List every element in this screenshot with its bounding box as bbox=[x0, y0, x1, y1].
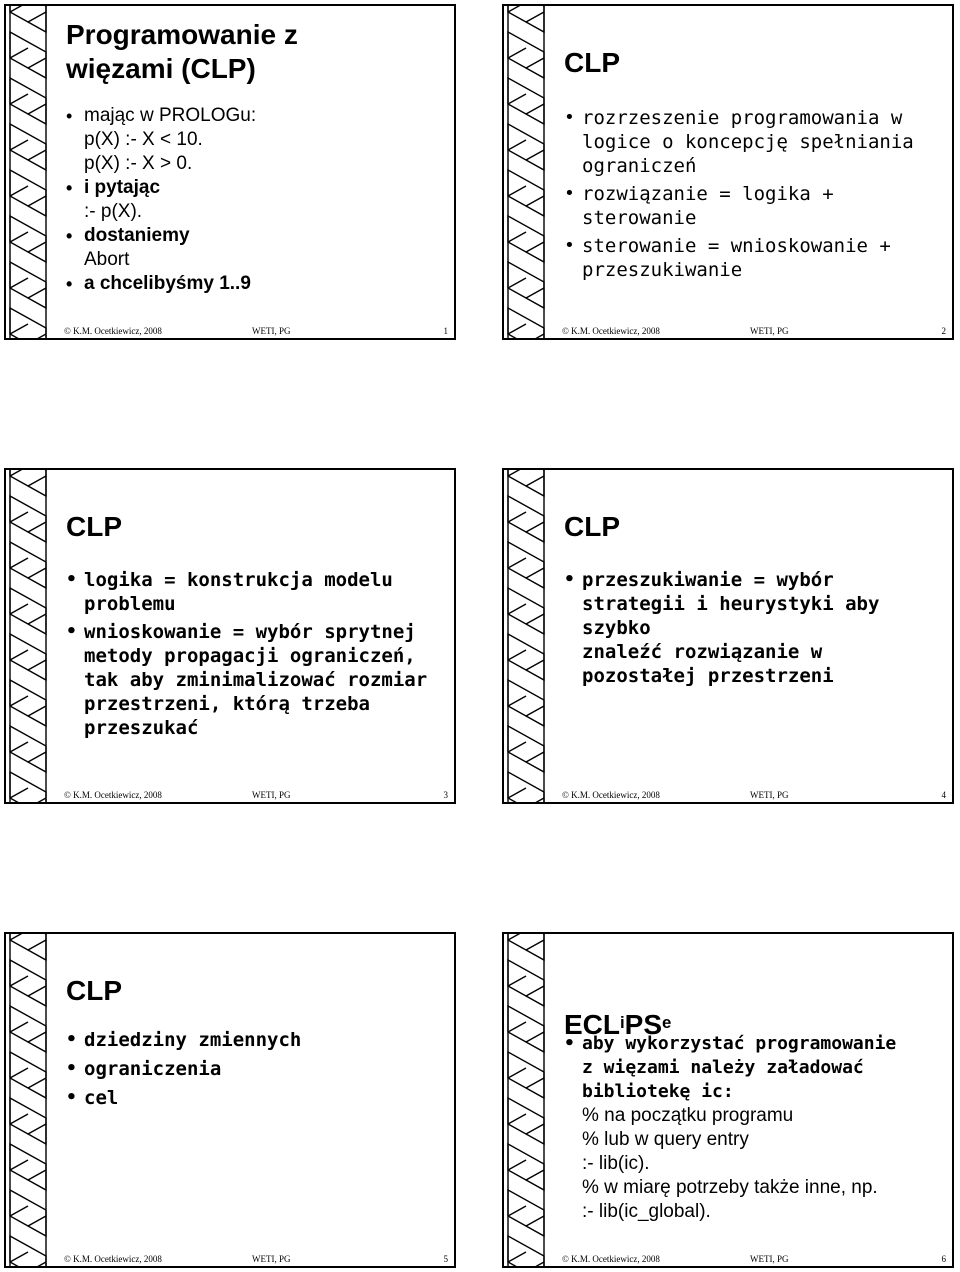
list-item: problemu bbox=[84, 593, 176, 615]
slide-title: CLP bbox=[564, 47, 620, 78]
slide-decoration-icon bbox=[6, 934, 50, 1266]
list-item: pozostałej przestrzeni bbox=[582, 665, 834, 687]
list-item: • cel bbox=[64, 1086, 446, 1110]
slide-body bbox=[64, 104, 446, 296]
list-item: Abort bbox=[84, 249, 130, 270]
page-number: 3 bbox=[443, 790, 448, 800]
list-item: • rozrzeszenie programowania w bbox=[562, 106, 944, 130]
list-item: p(X) :- X < 10. bbox=[84, 129, 203, 150]
page-number: 1 bbox=[443, 326, 448, 336]
slide-title: Programowanie z więzami (CLP) bbox=[66, 19, 298, 84]
slide-4 bbox=[502, 468, 954, 804]
slide-footer bbox=[562, 324, 946, 338]
list-item: logice o koncepcję spełniania bbox=[582, 131, 914, 153]
slide-title: CLP bbox=[66, 511, 122, 542]
list-item: metody propagacji ograniczeń, bbox=[84, 645, 416, 667]
slide-decoration-icon bbox=[504, 934, 548, 1266]
slide-title: CLP bbox=[66, 975, 122, 1006]
slide-body bbox=[64, 568, 446, 740]
slide-footer bbox=[64, 788, 448, 802]
list-item: • mając w PROLOGu: bbox=[64, 104, 446, 128]
slide-body bbox=[562, 106, 944, 282]
slide-body bbox=[64, 1028, 446, 1110]
slide-body bbox=[562, 568, 944, 688]
footer-org: WETI, PG bbox=[750, 790, 789, 800]
footer-author: © K.M. Ocetkiewicz, 2008 bbox=[562, 1254, 660, 1264]
slide-footer bbox=[64, 1252, 448, 1266]
title-part: ECL bbox=[564, 1009, 620, 1040]
list-item: • logika = konstrukcja modelu bbox=[64, 568, 446, 592]
slide-6 bbox=[502, 932, 954, 1268]
slide-title: CLP bbox=[564, 511, 620, 542]
footer-author: © K.M. Ocetkiewicz, 2008 bbox=[562, 326, 660, 336]
footer-author: © K.M. Ocetkiewicz, 2008 bbox=[64, 326, 162, 336]
slide-decoration-icon bbox=[504, 6, 548, 338]
list-item: tak aby zminimalizować rozmiar bbox=[84, 669, 428, 691]
slide-decoration-icon bbox=[6, 6, 50, 338]
footer-org: WETI, PG bbox=[252, 326, 291, 336]
list-item: • przeszukiwanie = wybór bbox=[562, 568, 944, 592]
footer-author: © K.M. Ocetkiewicz, 2008 bbox=[64, 1254, 162, 1264]
list-item: z więzami należy załadować bbox=[582, 1057, 864, 1078]
page-number: 2 bbox=[941, 326, 946, 336]
list-item: przeszukać bbox=[84, 717, 199, 739]
page-number: 5 bbox=[443, 1254, 448, 1264]
list-item: :- lib(ic_global). bbox=[582, 1201, 711, 1222]
list-item: • ograniczenia bbox=[64, 1057, 446, 1081]
list-item: • wnioskowanie = wybór sprytnej bbox=[64, 620, 446, 644]
list-item: % lub w query entry bbox=[582, 1129, 749, 1150]
page-number: 4 bbox=[941, 790, 946, 800]
footer-org: WETI, PG bbox=[750, 1254, 789, 1264]
slide-footer bbox=[64, 324, 448, 338]
footer-author: © K.M. Ocetkiewicz, 2008 bbox=[562, 790, 660, 800]
list-item: • a chcelibyśmy 1..9 bbox=[64, 272, 446, 296]
slide-decoration-icon bbox=[504, 470, 548, 802]
list-item: sterowanie bbox=[582, 207, 697, 229]
slide-3 bbox=[4, 468, 456, 804]
list-item: :- lib(ic). bbox=[582, 1153, 650, 1174]
list-item: :- p(X). bbox=[84, 201, 143, 222]
list-item: strategii i heurystyki aby szybko bbox=[582, 593, 880, 639]
footer-org: WETI, PG bbox=[252, 1254, 291, 1264]
title-part: PS bbox=[624, 1009, 663, 1040]
slide-1 bbox=[4, 4, 456, 340]
list-item: znaleźć rozwiązanie w bbox=[582, 641, 823, 663]
slide-footer bbox=[562, 788, 946, 802]
list-item: przeszukiwanie bbox=[582, 259, 743, 281]
footer-author: © K.M. Ocetkiewicz, 2008 bbox=[64, 790, 162, 800]
list-item: • rozwiązanie = logika + bbox=[562, 182, 944, 206]
slide-decoration-icon bbox=[6, 470, 50, 802]
footer-org: WETI, PG bbox=[252, 790, 291, 800]
title-superscript: i bbox=[620, 1013, 625, 1032]
slide-body bbox=[562, 1032, 944, 1224]
list-item: • i pytając bbox=[64, 176, 446, 200]
list-item: • dziedziny zmiennych bbox=[64, 1028, 446, 1052]
footer-org: WETI, PG bbox=[750, 326, 789, 336]
list-item: • sterowanie = wnioskowanie + bbox=[562, 234, 944, 258]
list-item: przestrzeni, którą trzeba bbox=[84, 693, 370, 715]
list-item: • aby wykorzystać programowanie bbox=[562, 1032, 944, 1056]
list-item: % na początku programu bbox=[582, 1105, 794, 1126]
title-superscript: e bbox=[662, 1013, 672, 1032]
list-item: • dostaniemy bbox=[64, 224, 446, 248]
slide-2 bbox=[502, 4, 954, 340]
list-item: p(X) :- X > 0. bbox=[84, 153, 193, 174]
slide-5 bbox=[4, 932, 456, 1268]
page-number: 6 bbox=[941, 1254, 946, 1264]
list-item: bibliotekę ic: bbox=[582, 1081, 734, 1102]
list-item: % w miarę potrzeby także inne, np. bbox=[582, 1177, 878, 1198]
list-item: ograniczeń bbox=[582, 155, 697, 177]
slide-footer bbox=[562, 1252, 946, 1266]
